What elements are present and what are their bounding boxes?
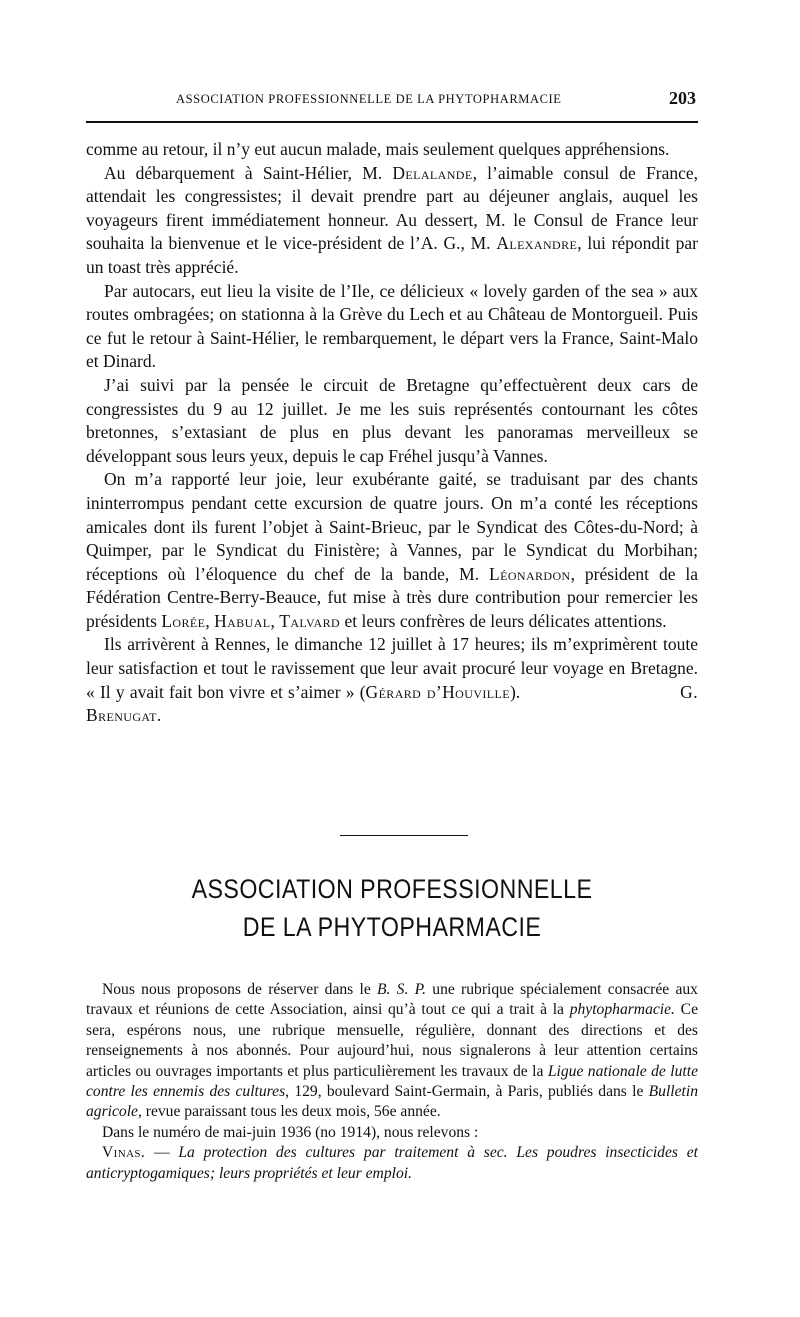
running-header [86, 88, 698, 110]
header-rule [86, 121, 698, 123]
paragraph: Vinas. — La protection des cultures par traitement à sec. Les poudres insecticides et anticryptogamiques; leurs propriétés et leur emploi. [86, 1144, 698, 1182]
person-name: Habual [214, 610, 271, 631]
heading-line-1: ASSOCIATION PROFESSIONNELLE [191, 874, 593, 904]
page-number: 203 [669, 88, 696, 108]
person-name: Delalande [392, 162, 473, 183]
paragraph: Ils arrivèrent à Rennes, le dimanche 12 juillet à 17 heures; ils m’exprimèrent toute leur satisfaction et tout le ravissement que leur avait procuré leur voyage en Bretagne. « Il y avait fait bon vivre et s’aimer » (Gérard d’Houville). G. Brenugat. [86, 634, 698, 726]
paragraph: Par autocars, eut lieu la visite de l’Ile, ce délicieux « lovely garden of the sea » aux routes ombragées; on stationna à la Grève du Lech et au Château de Montorgueil. Puis ce fut le retour à Saint-Hélier, le rembarquement, le départ vers la France, Saint-Malo et Dinard. [86, 280, 698, 372]
paragraph: Dans le numéro de mai-juin 1936 (no 1914), nous relevons : [102, 1123, 479, 1141]
person-name: Talvard [279, 610, 341, 631]
person-name: Léonardon [489, 563, 571, 584]
organization-name: Ligue nationale de lutte contre les ennemis des cultures [86, 1062, 698, 1101]
journal-abbrev: B. S. P. [377, 981, 427, 998]
article-body [86, 138, 698, 728]
section-body [86, 980, 698, 1184]
paragraph: J’ai suivi par la pensée le circuit de Bretagne qu’effectuèrent deux cars de congressistes du 9 au 12 juillet. Je me les suis représentés contournant les côtes bretonnes, s’extasiant de plus en plus devant les panoramas merveilleux se développant sous leurs yeux, depuis le cap Fréhel jusqu’à Vannes. [86, 374, 698, 466]
section-separator [340, 835, 468, 836]
signature: G. Brenugat. [86, 681, 698, 726]
person-name: Alexandre [496, 233, 578, 254]
paragraph: Au débarquement à Saint-Hélier, M. Delalande, l’aimable consul de France, attendait les congressistes; il devait prendre part au déjeuner anglais, auquel les voyageurs firent immédiatement honneur. Au dessert, M. le Consul de France leur souhaita la bienvenue et le vice-président de l’A. G., M. Alexandre, lui répondit par un toast très apprécié. [86, 162, 698, 277]
section-heading [129, 870, 655, 946]
quote-author: Gérard d’Houville [365, 681, 510, 702]
paragraph: comme au retour, il n’y eut aucun malade, mais seulement quelques appréhensions. [86, 139, 670, 159]
publication-name: Bulletin agricole [86, 1083, 699, 1121]
paragraph: On m’a rapporté leur joie, leur exubérante gaité, se traduisant par des chants ininterrompus pendant cette excursion de quatre jours. On m’a conté les réceptions amicales dont ils furent l’objet à Saint-Brieuc, par le Syndicat des Côtes-du-Nord; à Quimper, par le Syndicat du Finistère; à Vannes, par le Syndicat du Morbihan; réceptions où l’éloquence du chef de la bande, M. Léonardon, président de la Fédération Centre-Berry-Beauce, fut mise à très dure contribution pour remercier les présidents Lorée, Habual, Talvard et leurs confrères de leurs délicates attentions. [86, 469, 698, 631]
person-name: Lorée [161, 610, 206, 631]
running-title: ASSOCIATION PROFESSIONNELLE DE LA PHYTOPHARMACIE [176, 92, 562, 106]
article-title: La protection des cultures par traitement à sec. Les poudres insecticides et anticryptogamiques; leurs propriétés et leur emploi. [86, 1144, 698, 1182]
author-name: Vinas. [102, 1144, 146, 1162]
paragraph: Nous nous proposons de réserver dans le B. S. P. une rubrique spécialement consacrée aux travaux et réunions de cette Association, ainsi qu’à tout ce qui a trait à la phytopharmacie. Ce sera, espérons nous, une rubrique mensuelle, régulière, donnant des directions et des renseignements à nos abonnés. Pour aujourd’hui, nous signalerons à leur attention certains articles ou ouvrages importants et plus particulièrement les travaux de la Ligue nationale de lutte contre les ennemis des cultures, 129, boulevard Saint-Germain, à Paris, publiés dans le Bulletin agricole, revue paraissant tous les deux mois, 56e année. [86, 981, 699, 1121]
heading-line-2: DE LA PHYTOPHARMACIE [242, 912, 542, 942]
